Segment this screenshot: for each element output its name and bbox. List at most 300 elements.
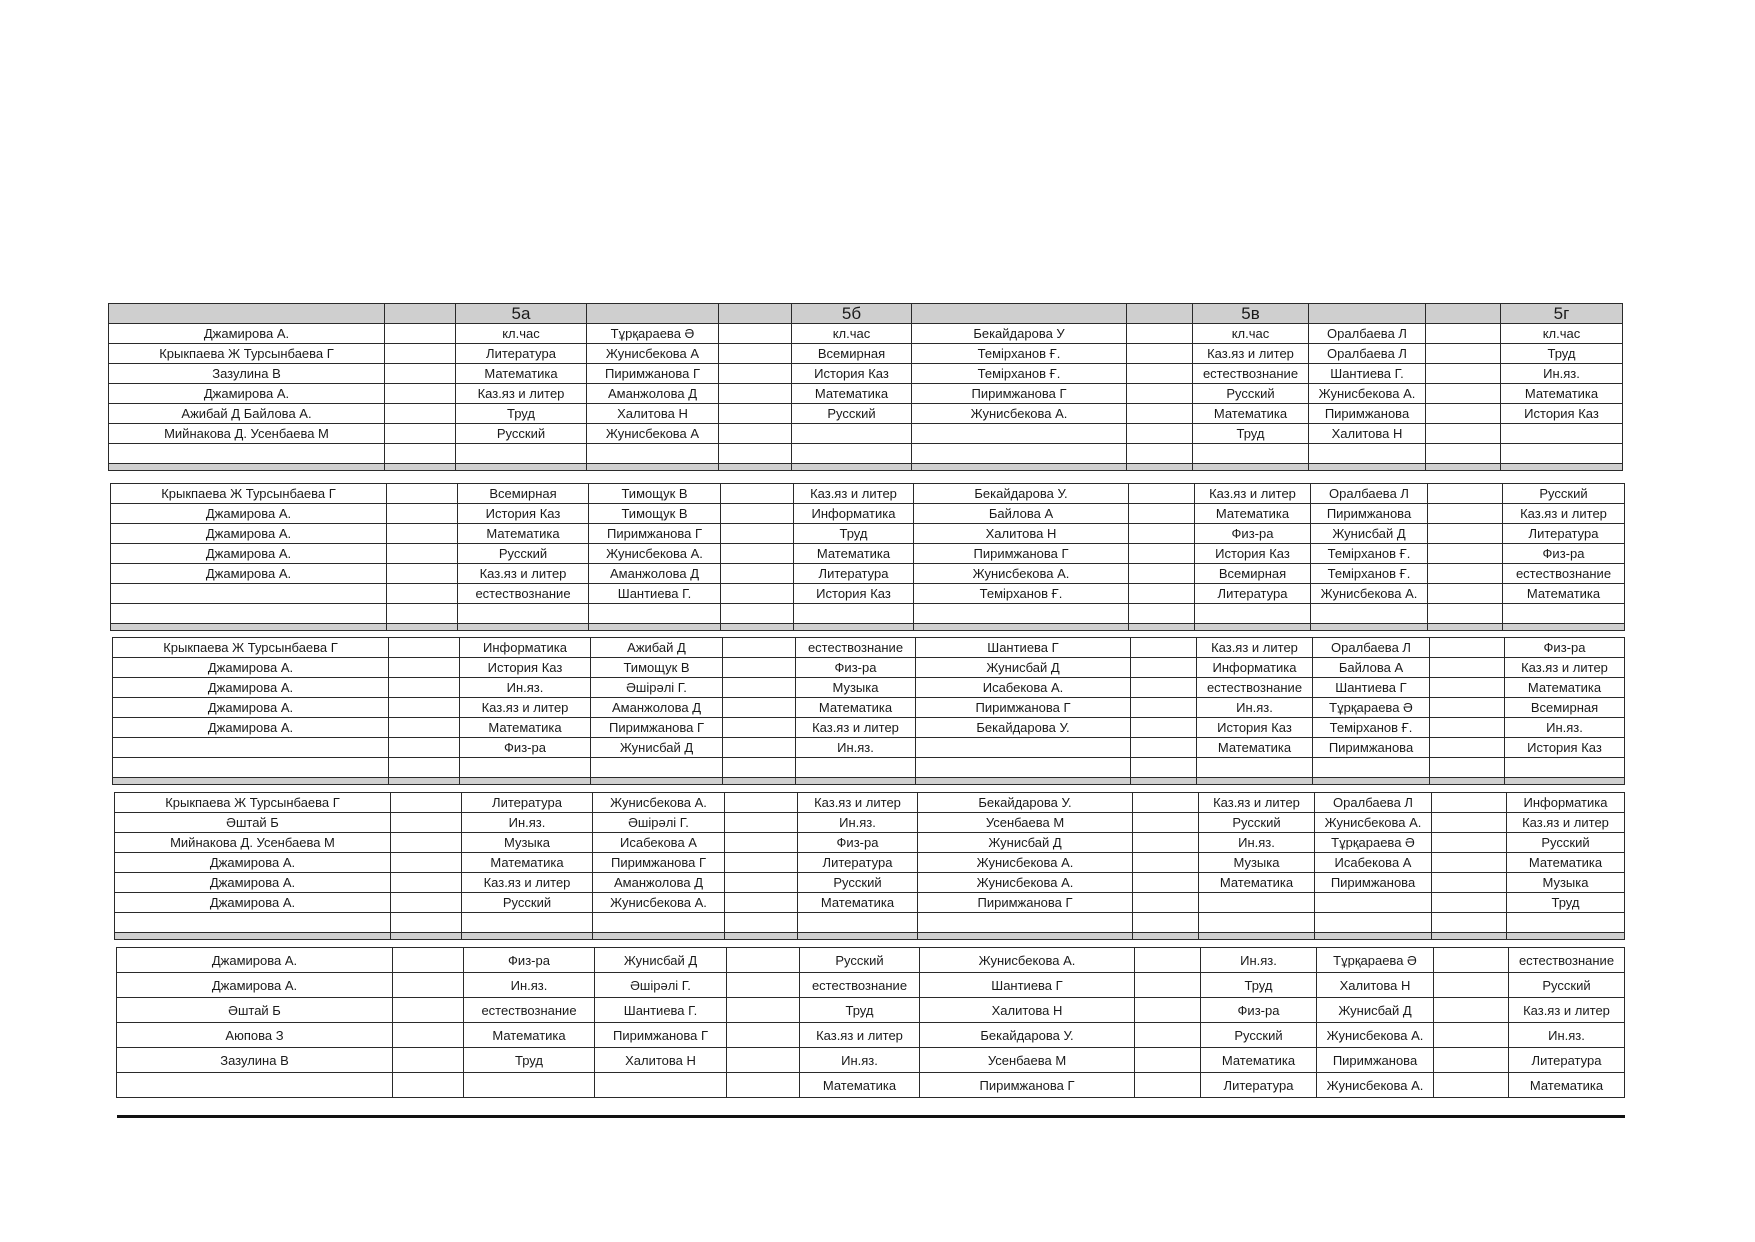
blank-cell [393, 1023, 464, 1048]
teacher-cell: Теміpханов Ғ. [1311, 544, 1428, 564]
lesson-row [109, 324, 1623, 344]
subject-cell: естествознание [1197, 678, 1313, 698]
subject-cell [462, 913, 593, 933]
blank-cell [1133, 873, 1199, 893]
blank-cell [719, 424, 792, 444]
teacher-cell: Крыкпаева Ж Турсынбаева Г [111, 484, 387, 504]
teacher-cell: Пиримжанова [1311, 504, 1428, 524]
lesson-row [111, 544, 1625, 564]
subject-cell [1197, 758, 1313, 778]
blank-cell [391, 873, 462, 893]
teacher-cell: Оралбаева Л [1309, 324, 1426, 344]
subject-cell: Литература [798, 853, 918, 873]
blank-cell [385, 444, 456, 464]
teacher-cell: Пиримжанова Г [591, 718, 723, 738]
blank-cell [385, 364, 456, 384]
blank-cell [389, 738, 460, 758]
subject-cell: Ин.яз. [1505, 718, 1625, 738]
blank-cell [1129, 584, 1195, 604]
subject-cell: История Каз [1501, 404, 1623, 424]
teacher-cell [1309, 444, 1426, 464]
subject-cell: Русский [800, 948, 920, 973]
teacher-cell: Халитова Н [1317, 973, 1434, 998]
teacher-cell: Пиримжанова [1317, 1048, 1434, 1073]
teacher-cell: Ажибай Д Байлова А. [109, 404, 385, 424]
subject-cell: Математика [1199, 873, 1315, 893]
teacher-cell [589, 604, 721, 624]
teacher-cell [916, 758, 1131, 778]
subject-cell: Каз.яз и литер [794, 484, 914, 504]
bottom-rule [117, 1115, 1625, 1118]
lesson-row [111, 484, 1625, 504]
teacher-cell [1315, 893, 1432, 913]
blank-cell [1426, 324, 1501, 344]
teacher-cell: Жунисбекова А. [589, 544, 721, 564]
teacher-cell: Усенбаева М [920, 1048, 1135, 1073]
subject-cell: кл.час [456, 324, 587, 344]
lesson-row [117, 1048, 1625, 1073]
blank-cell [389, 678, 460, 698]
subject-cell: Информатика [794, 504, 914, 524]
lesson-row [113, 678, 1625, 698]
teacher-cell: Пиримжанова Г [914, 544, 1129, 564]
lesson-row [117, 1073, 1625, 1098]
blank-cell [1135, 1073, 1201, 1098]
teacher-cell: Байлова А [1313, 658, 1430, 678]
teacher-cell: Жунисбекова А. [914, 564, 1129, 584]
lesson-row [113, 718, 1625, 738]
teacher-cell: Исабекова А [593, 833, 725, 853]
teacher-cell: Пиримжанова Г [920, 1073, 1135, 1098]
teacher-cell: Теміpханов Ғ. [1313, 718, 1430, 738]
subject-cell: История Каз [1197, 718, 1313, 738]
blank-cell [393, 1048, 464, 1073]
lesson-row [109, 384, 1623, 404]
blank-cell [1434, 1048, 1509, 1073]
teacher-cell: Халитова Н [914, 524, 1129, 544]
teacher-cell: Оралбаева Л [1315, 793, 1432, 813]
teacher-cell: Жунисбекова А. [1317, 1073, 1434, 1098]
subject-cell: Русский [792, 404, 912, 424]
blank-cell [1131, 638, 1197, 658]
teacher-cell: Бекайдарова У. [918, 793, 1133, 813]
teacher-cell: Жунисбекова А. [918, 853, 1133, 873]
blank-cell [387, 604, 458, 624]
subject-cell [1507, 913, 1625, 933]
subject-cell [1199, 893, 1315, 913]
lesson-row [117, 948, 1625, 973]
teacher-cell: Пиримжанова [1309, 404, 1426, 424]
blank-cell [725, 893, 798, 913]
subject-cell: Математика [1197, 738, 1313, 758]
schedule-day-2 [110, 483, 1625, 631]
teacher-cell: Пиримжанова Г [918, 893, 1133, 913]
subject-cell [792, 444, 912, 464]
blank-cell [389, 758, 460, 778]
teacher-cell: Халитова Н [587, 404, 719, 424]
blank-cell [1434, 1073, 1509, 1098]
teacher-cell: Шантиева Г. [595, 998, 727, 1023]
teacher-cell: Джамирова А. [115, 893, 391, 913]
subject-cell: Физ-ра [1201, 998, 1317, 1023]
teacher-cell: Жунисбекова А. [1315, 813, 1432, 833]
teacher-cell: Теміpханов Ғ. [912, 344, 1127, 364]
blank-cell [1131, 718, 1197, 738]
blank-cell [1430, 698, 1505, 718]
class-header-5g: 5г [1501, 304, 1623, 324]
blank-cell [1430, 678, 1505, 698]
subject-cell: Ин.яз. [798, 813, 918, 833]
blank-cell [1127, 384, 1193, 404]
blank-cell [1434, 998, 1509, 1023]
teacher-cell: Бекайдарова У [912, 324, 1127, 344]
blank-cell [1428, 564, 1503, 584]
teacher-cell: Джамирова А. [113, 678, 389, 698]
lesson-row [117, 973, 1625, 998]
subject-cell: Ин.яз. [1199, 833, 1315, 853]
blank-cell [387, 544, 458, 564]
blank-cell [1428, 504, 1503, 524]
blank-cell [1131, 658, 1197, 678]
lesson-row [117, 1023, 1625, 1048]
subject-cell: Литература [1509, 1048, 1625, 1073]
subject-cell: Труд [464, 1048, 595, 1073]
subject-cell: естествознание [464, 998, 595, 1023]
subject-cell: Труд [1201, 973, 1317, 998]
subject-cell: Математика [1501, 384, 1623, 404]
subject-cell: естествознание [458, 584, 589, 604]
blank-cell [1432, 853, 1507, 873]
subject-cell: Математика [458, 524, 589, 544]
subject-cell: Каз.яз и литер [1195, 484, 1311, 504]
blank-cell [1428, 604, 1503, 624]
blank-cell [1127, 444, 1193, 464]
subject-cell: Физ-ра [1503, 544, 1625, 564]
blank-cell [391, 913, 462, 933]
blank-cell [1426, 364, 1501, 384]
subject-cell: Всемирная [1505, 698, 1625, 718]
blank-cell [1432, 893, 1507, 913]
subject-cell: Русский [1199, 813, 1315, 833]
lesson-row [115, 893, 1625, 913]
teacher-cell: Аманжолова Д [589, 564, 721, 584]
teacher-cell: Аюпова З [117, 1023, 393, 1048]
blank-cell [1430, 658, 1505, 678]
teacher-cell: Тұрқараева Ә [1315, 833, 1432, 853]
blank-cell [1135, 1023, 1201, 1048]
lesson-row [111, 604, 1625, 624]
blank-cell [1133, 913, 1199, 933]
subject-cell: Математика [798, 893, 918, 913]
subject-cell: кл.час [1501, 324, 1623, 344]
schedule-day-3 [112, 637, 1625, 785]
subject-cell: Каз.яз и литер [1503, 504, 1625, 524]
blank-cell [1129, 604, 1195, 624]
subject-cell [1501, 444, 1623, 464]
subject-cell: Математика [1193, 404, 1309, 424]
subject-cell: Всемирная [792, 344, 912, 364]
class-header-row [109, 304, 1623, 324]
blank-cell [391, 853, 462, 873]
lesson-row [111, 504, 1625, 524]
subject-cell: Физ-ра [798, 833, 918, 853]
teacher-cell: Джамирова А. [113, 718, 389, 738]
teacher-cell: Әштай Б [117, 998, 393, 1023]
subject-cell: Каз.яз и литер [1509, 998, 1625, 1023]
subject-cell: Физ-ра [1505, 638, 1625, 658]
subject-cell: Информатика [460, 638, 591, 658]
subject-cell: Русский [1509, 973, 1625, 998]
subject-cell [1199, 913, 1315, 933]
lesson-row [113, 638, 1625, 658]
subject-cell: Литература [1195, 584, 1311, 604]
teacher-cell: Крыкпаева Ж Турсынбаева Г [115, 793, 391, 813]
blank-cell [1127, 364, 1193, 384]
teacher-cell: Джамирова А. [115, 853, 391, 873]
blank-cell [389, 638, 460, 658]
teacher-cell: Исабекова А. [916, 678, 1131, 698]
subject-cell: Русский [1503, 484, 1625, 504]
subject-cell: Математика [456, 364, 587, 384]
schedule-day-1 [108, 303, 1623, 471]
teacher-cell: Аманжолова Д [593, 873, 725, 893]
teacher-cell: Пиримжанова Г [595, 1023, 727, 1048]
teacher-cell: Жунисбекова А [587, 344, 719, 364]
subject-cell: Ин.яз. [1201, 948, 1317, 973]
lesson-row [111, 564, 1625, 584]
teacher-cell: Зазулина В [109, 364, 385, 384]
teacher-cell: Жунисбекова А. [1309, 384, 1426, 404]
subject-cell: Математика [1503, 584, 1625, 604]
subject-cell: Литература [456, 344, 587, 364]
subject-cell [456, 444, 587, 464]
subject-cell: Математика [800, 1073, 920, 1098]
teacher-cell: Крыкпаева Ж Турсынбаева Г [113, 638, 389, 658]
subject-cell: Русский [458, 544, 589, 564]
blank-cell [1133, 813, 1199, 833]
subject-cell: Труд [1501, 344, 1623, 364]
teacher-cell: Пиримжанова Г [589, 524, 721, 544]
subject-cell [796, 758, 916, 778]
teacher-cell: Джамирова А. [109, 384, 385, 404]
subject-cell: Каз.яз и литер [800, 1023, 920, 1048]
teacher-cell: Оралбаева Л [1309, 344, 1426, 364]
teacher-cell: Жунисбекова А. [593, 893, 725, 913]
teacher-cell: Жунисбекова А. [593, 793, 725, 813]
blank-cell [723, 718, 796, 738]
blank-cell [727, 1073, 800, 1098]
subject-cell: История Каз [794, 584, 914, 604]
subject-cell: Математика [464, 1023, 595, 1048]
subject-cell: Каз.яз и литер [1505, 658, 1625, 678]
blank-cell [1135, 948, 1201, 973]
blank-cell [723, 698, 796, 718]
blank-cell [1127, 404, 1193, 424]
blank-cell [393, 948, 464, 973]
blank-cell [727, 998, 800, 1023]
subject-cell: Русский [1507, 833, 1625, 853]
blank-cell [719, 384, 792, 404]
teacher-cell: Оралбаева Л [1311, 484, 1428, 504]
blank-cell [725, 813, 798, 833]
subject-cell: Математика [1509, 1073, 1625, 1098]
blank-cell [1133, 833, 1199, 853]
teacher-cell: Теміpханов Ғ. [914, 584, 1129, 604]
subject-cell: Литература [1503, 524, 1625, 544]
blank-cell [1432, 813, 1507, 833]
subject-cell: Каз.яз и литер [1199, 793, 1315, 813]
teacher-cell: Бекайдарова У. [914, 484, 1129, 504]
blank-cell [1426, 444, 1501, 464]
teacher-cell: Пиримжанова Г [593, 853, 725, 873]
teacher-cell: Оралбаева Л [1313, 638, 1430, 658]
lesson-row [109, 424, 1623, 444]
subject-cell: Каз.яз и литер [462, 873, 593, 893]
blank-cell [1430, 758, 1505, 778]
teacher-cell: Джамирова А. [115, 873, 391, 893]
subject-cell: Каз.яз и литер [460, 698, 591, 718]
teacher-cell: Джамирова А. [111, 504, 387, 524]
blank-cell [1135, 998, 1201, 1023]
subject-cell [1503, 604, 1625, 624]
subject-cell: Русский [456, 424, 587, 444]
teacher-cell: Джамирова А. [111, 524, 387, 544]
lesson-row [109, 344, 1623, 364]
subject-cell: Труд [800, 998, 920, 1023]
teacher-cell [595, 1073, 727, 1098]
blank-cell [1127, 344, 1193, 364]
teacher-cell: Джамирова А. [117, 948, 393, 973]
subject-cell: Математика [792, 384, 912, 404]
subject-cell: Каз.яз и литер [456, 384, 587, 404]
teacher-cell: Крыкпаева Ж Турсынбаева Г [109, 344, 385, 364]
blank-cell [723, 678, 796, 698]
subject-cell: Информатика [1507, 793, 1625, 813]
subject-cell: Русский [798, 873, 918, 893]
blank-cell [1432, 873, 1507, 893]
blank-cell [1131, 738, 1197, 758]
subject-cell: Математика [796, 698, 916, 718]
subject-cell [792, 424, 912, 444]
teacher-cell [591, 758, 723, 778]
blank-cell [1133, 893, 1199, 913]
teacher-cell: Әштай Б [115, 813, 391, 833]
blank-cell [1127, 424, 1193, 444]
blank-cell [385, 384, 456, 404]
subject-cell: Физ-ра [464, 948, 595, 973]
subject-cell [464, 1073, 595, 1098]
lesson-row [115, 813, 1625, 833]
lesson-row [109, 364, 1623, 384]
teacher-cell [916, 738, 1131, 758]
teacher-cell: Тұрқараева Ә [587, 324, 719, 344]
day-separator [113, 778, 1625, 785]
lesson-row [113, 738, 1625, 758]
blank-cell [721, 504, 794, 524]
teacher-cell: Пиримжанова Г [916, 698, 1131, 718]
subject-cell: кл.час [792, 324, 912, 344]
subject-cell: Математика [460, 718, 591, 738]
blank-cell [391, 893, 462, 913]
teacher-cell: Жунисбай Д [591, 738, 723, 758]
teacher-cell: Теміpханов Ғ. [1311, 564, 1428, 584]
blank-cell [721, 544, 794, 564]
lesson-row [111, 524, 1625, 544]
teacher-cell: Джамирова А. [113, 658, 389, 678]
teacher-cell [1313, 758, 1430, 778]
blank-cell [1434, 948, 1509, 973]
blank-cell [393, 1073, 464, 1098]
teacher-cell: Тимощук В [591, 658, 723, 678]
subject-cell: Музыка [796, 678, 916, 698]
teacher-cell [1311, 604, 1428, 624]
subject-cell: Музыка [1507, 873, 1625, 893]
lesson-row [115, 793, 1625, 813]
subject-cell: Каз.яз и литер [1197, 638, 1313, 658]
subject-cell: Математика [794, 544, 914, 564]
subject-cell: Ин.яз. [1509, 1023, 1625, 1048]
subject-cell [798, 913, 918, 933]
subject-cell: Литература [1201, 1073, 1317, 1098]
teacher-cell [111, 584, 387, 604]
teacher-cell: Жунисбекова А. [918, 873, 1133, 893]
blank-cell [391, 793, 462, 813]
teacher-cell: Жунисбекова А. [1311, 584, 1428, 604]
blank-cell [727, 1023, 800, 1048]
blank-cell [1428, 584, 1503, 604]
teacher-cell: Тимощук В [589, 484, 721, 504]
subject-cell: естествознание [1193, 364, 1309, 384]
teacher-cell: Мийнакова Д. Усенбаева М [109, 424, 385, 444]
teacher-cell: Усенбаева М [918, 813, 1133, 833]
teacher-cell: Жунисбай Д [916, 658, 1131, 678]
subject-cell: Труд [1507, 893, 1625, 913]
lesson-row [109, 404, 1623, 424]
teacher-cell [587, 444, 719, 464]
blank-cell [389, 718, 460, 738]
subject-cell: Всемирная [1195, 564, 1311, 584]
teacher-cell: Жунисбай Д [595, 948, 727, 973]
blank-cell [393, 973, 464, 998]
class-header-5b: 5б [792, 304, 912, 324]
blank-cell [725, 833, 798, 853]
subject-cell: Ин.яз. [800, 1048, 920, 1073]
lesson-row [115, 833, 1625, 853]
blank-cell [385, 344, 456, 364]
blank-cell [1426, 404, 1501, 424]
blank-cell [719, 324, 792, 344]
teacher-cell: Тұрқараева Ә [1317, 948, 1434, 973]
blank-cell [1129, 524, 1195, 544]
teacher-cell: Шантиева Г [1313, 678, 1430, 698]
teacher-cell: Бекайдарова У. [920, 1023, 1135, 1048]
subject-cell: Музыка [1199, 853, 1315, 873]
blank-cell [1430, 718, 1505, 738]
teacher-cell: Бекайдарова У. [916, 718, 1131, 738]
teacher-cell [918, 913, 1133, 933]
subject-cell [1195, 604, 1311, 624]
teacher-cell [914, 604, 1129, 624]
blank-cell [723, 658, 796, 678]
subject-cell: Каз.яз и литер [798, 793, 918, 813]
blank-cell [1133, 853, 1199, 873]
teacher-cell: Әшірәлі Г. [591, 678, 723, 698]
subject-cell: Ин.яз. [462, 813, 593, 833]
blank-cell [1135, 1048, 1201, 1073]
teacher-cell: Жунисбай Д [1317, 998, 1434, 1023]
teacher-cell: Жунисбай Д [1311, 524, 1428, 544]
day-separator [109, 464, 1623, 471]
